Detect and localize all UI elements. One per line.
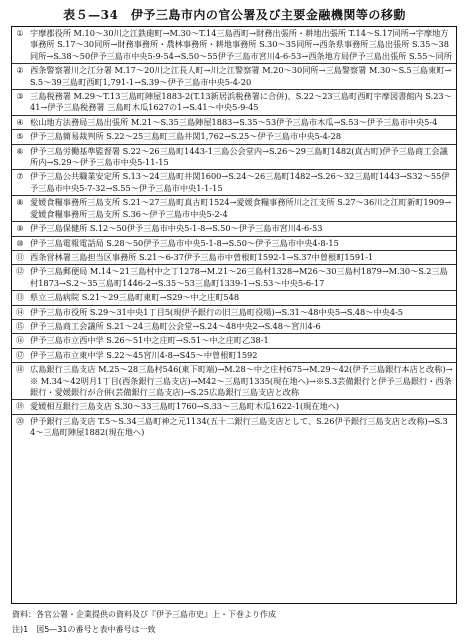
row-number: ⑥: [16, 146, 24, 156]
row-text: 伊予三島市役所 S.29〜31中央1丁目5(現伊予銀行の旧三島町役場)→S.31〜48中央5→S.48〜中央4-5: [30, 306, 403, 317]
table-row: [12, 196, 456, 222]
table-row: [12, 265, 456, 291]
table-row: [12, 27, 456, 64]
row-number: ⑭: [16, 307, 24, 317]
table-row: [12, 320, 456, 334]
row-number: ⑦: [16, 172, 24, 182]
row-text: 伊予三島保健所 S.12〜50伊予三島市中央5-1-8→S.50〜伊予三島市宮川4-6-53: [30, 223, 323, 234]
row-text: 伊予三島電報電話局 S.28〜50伊予三島市中央5-1-8→S.50〜伊予三島市中央4-8-15: [30, 237, 339, 248]
table-row: [12, 349, 456, 363]
row-number: ⑳: [16, 416, 24, 426]
relocation-table: [11, 26, 457, 604]
row-number: ④: [16, 117, 24, 127]
row-text: 県立三島病院 S.21〜29三島町東町→S29〜中之庄町548: [30, 292, 240, 303]
table-row: [12, 363, 456, 400]
table-title: 表５—34 伊予三島市内の官公署及び主要金融機関等の移動: [63, 8, 406, 22]
row-text: 愛媛食糧事務所三島支所 S.21〜27三島町真古町1524→愛媛食糧事務所川之江支所 S.27〜36川之江町新町1909→愛媛食糧事務所三島支所 S.36〜伊予三島市中央5-2-4: [30, 197, 452, 219]
row-text: 愛媛相互銀行三島支店 S.30〜33三島町1760→S.33〜三島町木瓜1622-1(現在地へ): [30, 401, 340, 412]
table-row: [12, 64, 456, 90]
table-row: [12, 170, 456, 196]
row-number: ①: [16, 29, 24, 38]
row-number: ②: [16, 66, 24, 76]
row-text: 伊予三島簡易裁判所 S.22〜25三島町三島井関1,762→S.25〜伊予三島市中央5-4-28: [30, 131, 342, 142]
row-number: ⑱: [16, 365, 24, 375]
row-text: 西条警察署川之江分署 M.17〜20川之江長人町→川之江警察署 M.20〜30同所→三島警察署 M.30〜S.5三島東町→S.5〜39三島町西町1,791-1→S.39〜伊予三島市中央5-4-20: [30, 65, 452, 87]
row-text: 伊予三島市立西中学 S.26〜51中之庄町→S.51〜中之庄町乙38-1: [30, 335, 269, 346]
row-number: ⑩: [16, 238, 24, 248]
row-number: ③: [16, 92, 24, 102]
table-row: [12, 222, 456, 236]
row-text: 伊予三島労働基準監督署 S.22〜26三島町1443-1三島公会堂内→S.26〜29三島町1482(真古町)伊予三島商工会議所内→S.29〜伊予三島市中央5-11-15: [30, 145, 448, 168]
table-row: [12, 306, 456, 320]
source-note: 資料：各官公署・企業提供の資料及び『伊予三島市史』上・下巻より作成: [12, 610, 276, 619]
row-text: 伊予三島郵便局 M.14〜21三島村中之丁1278→M.21〜26三島村1328→M26〜30三島村1879→M.30〜S.2三島村1873→S.2〜35三島町1446-2→S.35〜53三島町1339-1→S.53〜中央5-6-17: [30, 266, 448, 288]
row-text: 伊予三島市立東中学 S.22〜45宮川4-8→S45〜中曽根町1592: [30, 349, 258, 360]
row-number: ⑫: [16, 267, 24, 277]
row-text: 広島銀行三島支店 M.25〜28三島村546(東下町端)→M.28〜中之庄村675→M.29〜42(伊予三島銀行本店と改称)→※ M.34〜42明月1丁目(西条銀行三島支店)→M42〜三島町1335(現在地へ)→※S.3芸備銀行と伊予三島銀行・西条銀行・愛媛銀行が合併(芸備銀行三島支店)→S.25広島銀行三島支店と改称: [30, 364, 453, 397]
row-text: 伊予三島商工会議所 S.21〜24三島町公会堂→S.24〜48中央2→S.48〜宮川4-6: [30, 320, 321, 331]
table-row: [12, 400, 456, 414]
row-number: ⑰: [16, 350, 24, 360]
footnote: 注)1 図5—31の番号と表中番号は一致: [12, 625, 156, 634]
row-text: 伊予銀行三島支店 T.5〜S.34三島町神之元1134(五十二銀行三島支店として、S.26伊予銀行三島支店と改称)→S.34〜三島町陣屋1882(現在地へ): [30, 415, 448, 438]
table-row: [12, 116, 456, 130]
table-row: [12, 237, 456, 251]
row-number: ⑧: [16, 198, 24, 208]
table-row: [12, 291, 456, 305]
row-number: ⑬: [16, 293, 24, 303]
table-row: [12, 130, 456, 144]
table-row: [12, 90, 456, 116]
table-row: [12, 251, 456, 265]
table-row: [12, 415, 456, 440]
row-text: 松山地方法務局三島出張所 M.21〜S.35三島陣屋1883→S.35〜53伊予三島市木瓜→S.53〜伊予三島市中央5-4: [30, 116, 438, 127]
row-number: ⑯: [16, 336, 24, 346]
table-row: [12, 145, 456, 171]
row-number: ⑪: [16, 252, 24, 262]
row-text: 伊予三島公共職業安定所 S.13〜24三島町井関1600→S.24〜26三島町1482→S.26〜32三島町1443→S32〜55伊予三島市中央5-7-32→S.55〜伊予三島市中央1-1-15: [30, 171, 450, 193]
row-text: 西条営林署三島担当区事務所 S.21〜6-37伊予三島市中曽根町1592-1→S.37中曽根町1591-1: [30, 251, 374, 262]
table-row: [12, 334, 456, 348]
row-number: ⑮: [16, 321, 24, 331]
row-text: 宇摩郡役所 M.10〜30川之江鉄砲町→M.30〜T.14三島西町→財務出張所・耕地出張所 T.14〜S.17同所→宇摩地方事務所 S.17〜30同所→財務事務所・農林事務所・耕地事務所 S.30〜35同所→西条県事務所三島出張所 S.35〜38同所→S.38〜50伊予三島市中央5-9-54→S.50〜55伊予三島市宮川4-6-53→西条地方局伊予三島出張所 S.55〜同所: [30, 28, 452, 61]
row-number: ⑤: [16, 132, 24, 142]
row-text: 三島税務署 M.29〜T.13三島町陣屋1883-2(T.13新居浜税務署に合併)、S.22〜23三島町西町宇摩図書館内 S.23〜41→伊予三島税務署 三島町木瓜1627の1→S.41〜中央5-9-45: [30, 91, 452, 113]
row-number: ⑲: [16, 402, 24, 412]
row-number: ⑨: [16, 224, 24, 234]
